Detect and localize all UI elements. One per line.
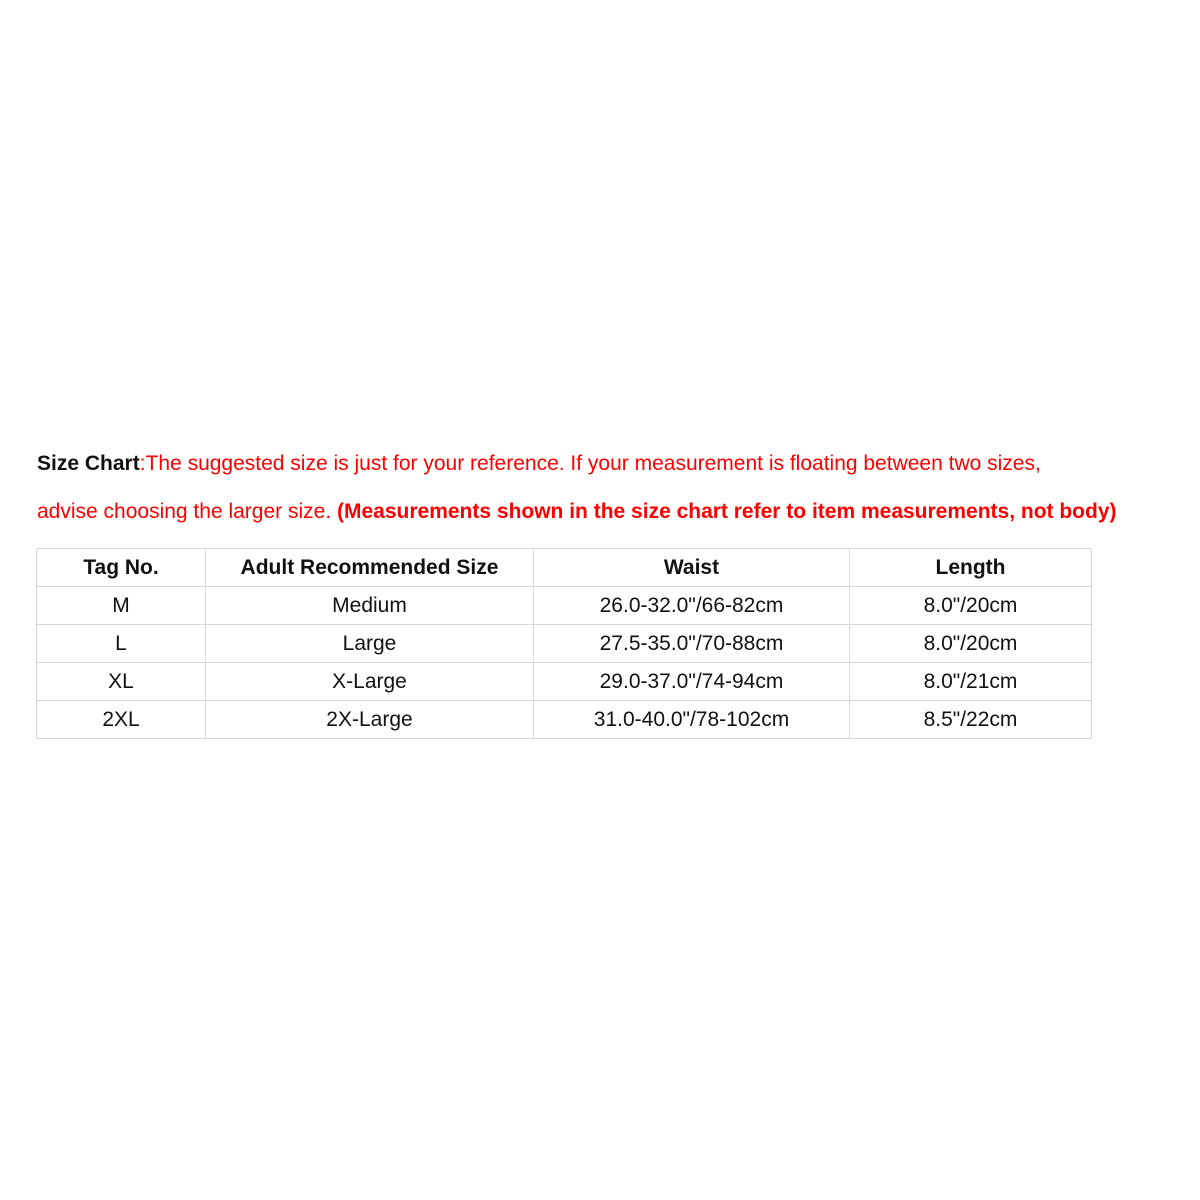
size-advice-continued: advise choosing the larger size. [37,500,337,523]
table-row [37,587,1092,625]
measurement-disclaimer: (Measurements shown in the size chart refer to item measurements, not body) [337,500,1117,523]
header-tag-no: Tag No. [37,549,206,587]
cell-length: 8.0"/20cm [850,587,1092,625]
cell-recommended-size: 2X-Large [206,701,534,739]
size-chart-label: Size Chart [37,452,140,475]
cell-waist: 29.0-37.0"/74-94cm [534,663,850,701]
cell-length: 8.0"/21cm [850,663,1092,701]
cell-waist: 31.0-40.0"/78-102cm [534,701,850,739]
size-advice-text: The suggested size is just for your reference. If your measurement is floating between two sizes, [145,452,1041,475]
cell-length: 8.5"/22cm [850,701,1092,739]
cell-recommended-size: X-Large [206,663,534,701]
cell-tag-no: L [37,625,206,663]
cell-tag-no: XL [37,663,206,701]
cell-waist: 26.0-32.0"/66-82cm [534,587,850,625]
table-header-row [37,549,1092,587]
table-row [37,625,1092,663]
header-waist: Waist [534,549,850,587]
size-chart-note-line-2 [37,498,1117,526]
table-row [37,663,1092,701]
cell-tag-no: M [37,587,206,625]
header-adult-recommended-size: Adult Recommended Size [206,549,534,587]
header-length: Length [850,549,1092,587]
cell-length: 8.0"/20cm [850,625,1092,663]
cell-recommended-size: Large [206,625,534,663]
size-chart-note-line-1 [37,450,1041,478]
size-chart-table [36,548,1092,739]
cell-waist: 27.5-35.0"/70-88cm [534,625,850,663]
cell-tag-no: 2XL [37,701,206,739]
table-row [37,701,1092,739]
label-separator: : [139,452,146,475]
cell-recommended-size: Medium [206,587,534,625]
